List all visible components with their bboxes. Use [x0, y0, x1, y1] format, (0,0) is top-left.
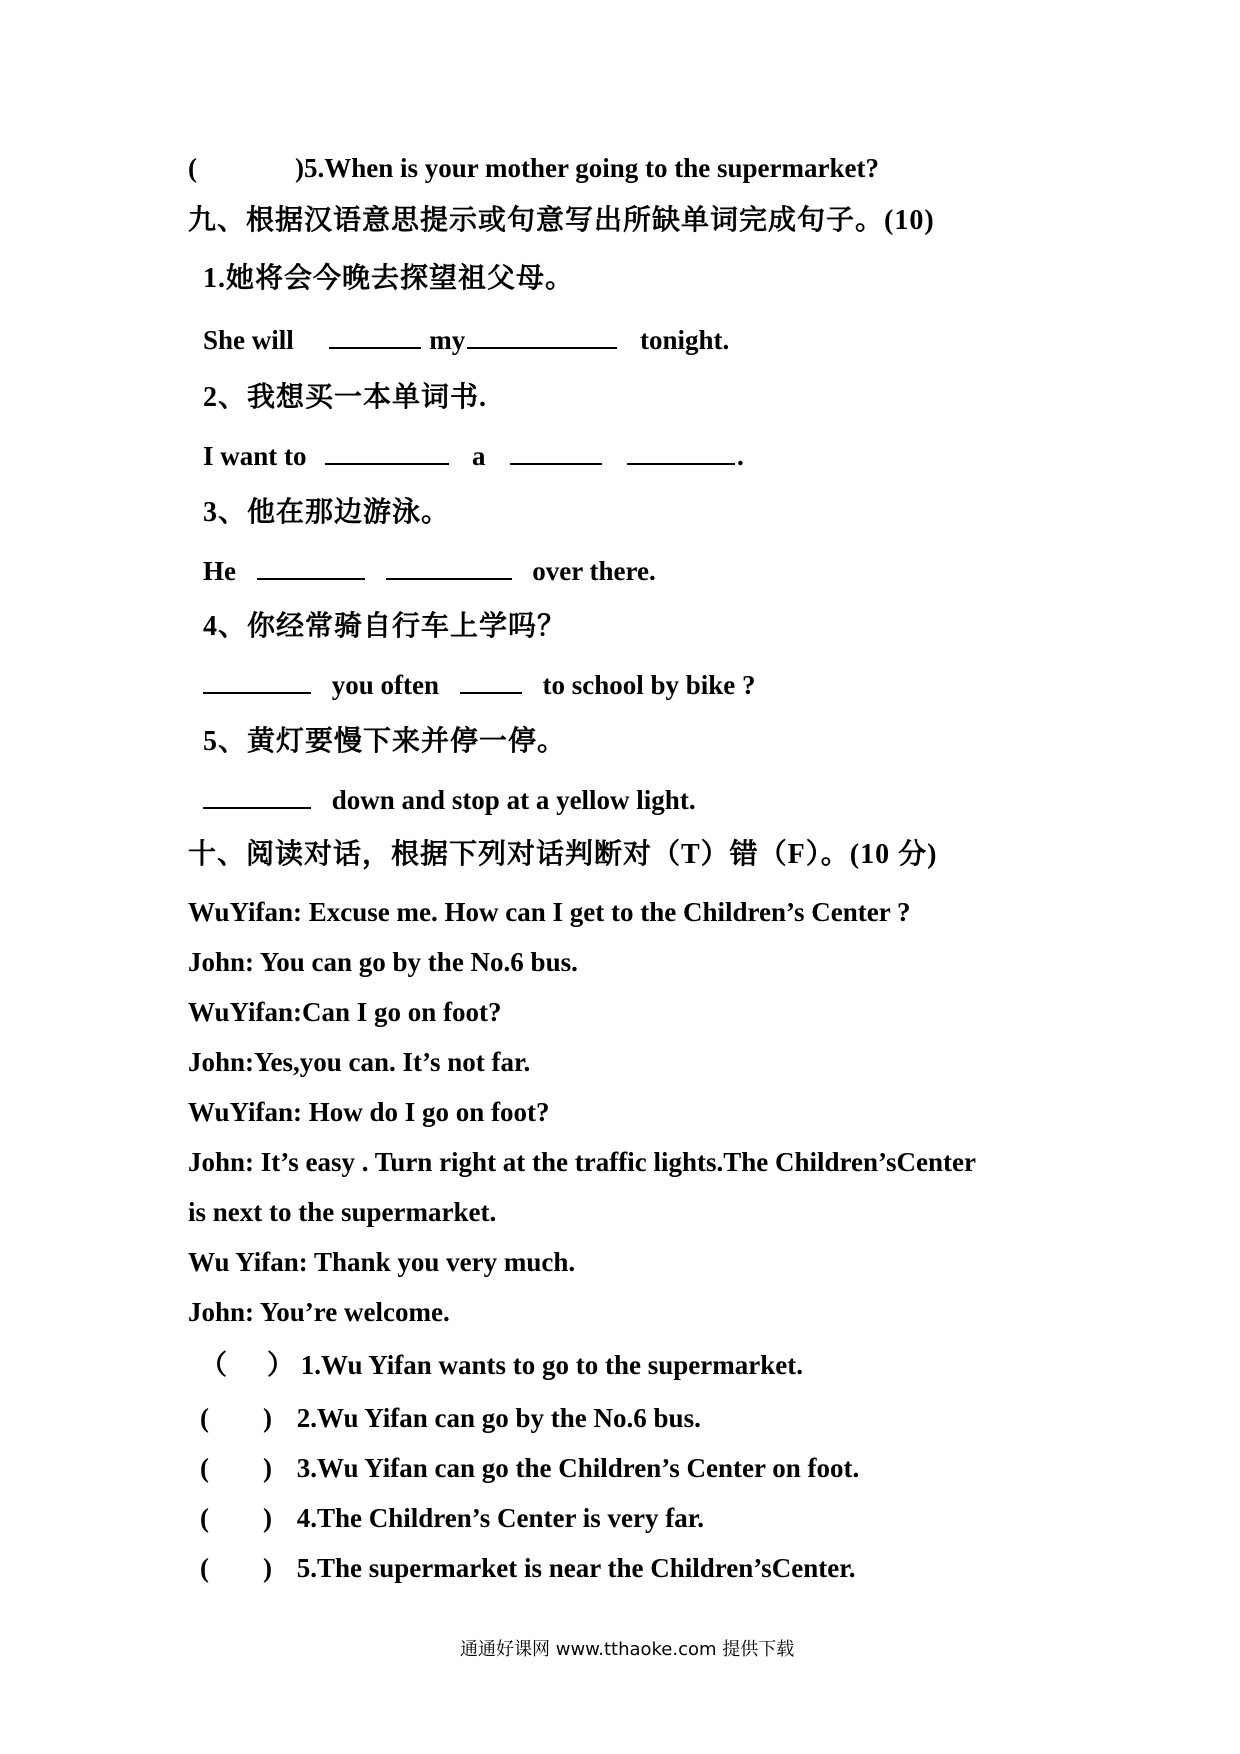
answer-blank[interactable]	[510, 439, 602, 465]
dialogue-line: John: You can go by the No.6 bus.	[188, 947, 578, 977]
tf-statement-2: ( ) 2.Wu Yifan can go by the No.6 bus.	[200, 1400, 701, 1436]
dialogue-line: John: You’re welcome.	[188, 1297, 450, 1327]
answer-paren[interactable]: ( )	[200, 1403, 272, 1433]
s9-item-5-cn: 5、黄灯要慢下来并停一停。	[203, 726, 567, 757]
s9-item-1-cn: 1.她将会今晚去探望祖父母。	[203, 263, 575, 294]
section-9-heading: 九、根据汉语意思提示或句意写出所缺单词完成句子。(10)	[188, 205, 935, 236]
answer-blank[interactable]	[627, 439, 735, 465]
answer-blank[interactable]	[386, 554, 512, 580]
dialogue-line: John:Yes,you can. It’s not far.	[188, 1047, 531, 1077]
answer-paren[interactable]: ( )	[200, 1553, 272, 1583]
answer-blank[interactable]	[460, 668, 522, 694]
answer-paren[interactable]: （ ）	[200, 1350, 294, 1380]
answer-paren[interactable]: ( )	[200, 1453, 272, 1483]
tf-statement-1: （ ） 1.Wu Yifan wants to go to the supermarket.	[200, 1347, 803, 1383]
tf-statement-3: ( ) 3.Wu Yifan can go the Children’s Center on foot.	[200, 1450, 859, 1486]
s9-item-4-en: you often to school by bike ?	[203, 667, 756, 703]
dialogue-line: is next to the supermarket.	[188, 1197, 497, 1227]
page-footer: 通通好课网 www.tthaoke.com 提供下载	[460, 1639, 795, 1660]
answer-blank[interactable]	[467, 323, 617, 349]
answer-paren-open: (	[188, 153, 197, 183]
dialogue-line: John: It’s easy . Turn right at the traffic lights.The Children’sCenter	[188, 1147, 976, 1177]
dialogue-line: WuYifan: How do I go on foot?	[188, 1097, 550, 1127]
s9-item-5-en: down and stop at a yellow light.	[203, 782, 696, 818]
dialogue-line: WuYifan:Can I go on foot?	[188, 997, 502, 1027]
s9-item-1-en: She will my tonight.	[203, 325, 730, 355]
tf-statement-4: ( ) 4.The Children’s Center is very far.	[200, 1500, 704, 1536]
dialogue-line: WuYifan: Excuse me. How can I get to the Children’s Center ?	[188, 897, 911, 927]
answer-blank[interactable]	[257, 554, 365, 580]
tf-statement-5: ( ) 5.The supermarket is near the Children’sCenter.	[200, 1550, 855, 1586]
section-10-heading: 十、阅读对话，根据下列对话判断对（T）错（F）。(10 分)	[188, 839, 938, 870]
s9-item-3-en: He over there.	[203, 556, 656, 586]
answer-blank[interactable]	[329, 323, 421, 349]
s9-item-4-cn: 4、你经常骑自行车上学吗？	[203, 611, 567, 642]
question-5-top	[188, 150, 879, 186]
answer-paren[interactable]: ( )	[200, 1503, 272, 1533]
s9-item-3-cn: 3、他在那边游泳。	[203, 497, 451, 528]
dialogue-line: Wu Yifan: Thank you very much.	[188, 1247, 576, 1277]
answer-blank[interactable]	[203, 783, 311, 809]
answer-blank[interactable]	[203, 668, 311, 694]
s9-item-2-cn: 2、我想买一本单词书.	[203, 382, 488, 413]
answer-blank[interactable]	[325, 439, 449, 465]
question-text: )5.When is your mother going to the supermarket?	[295, 153, 879, 183]
s9-item-2-en: I want to a .	[203, 441, 744, 471]
